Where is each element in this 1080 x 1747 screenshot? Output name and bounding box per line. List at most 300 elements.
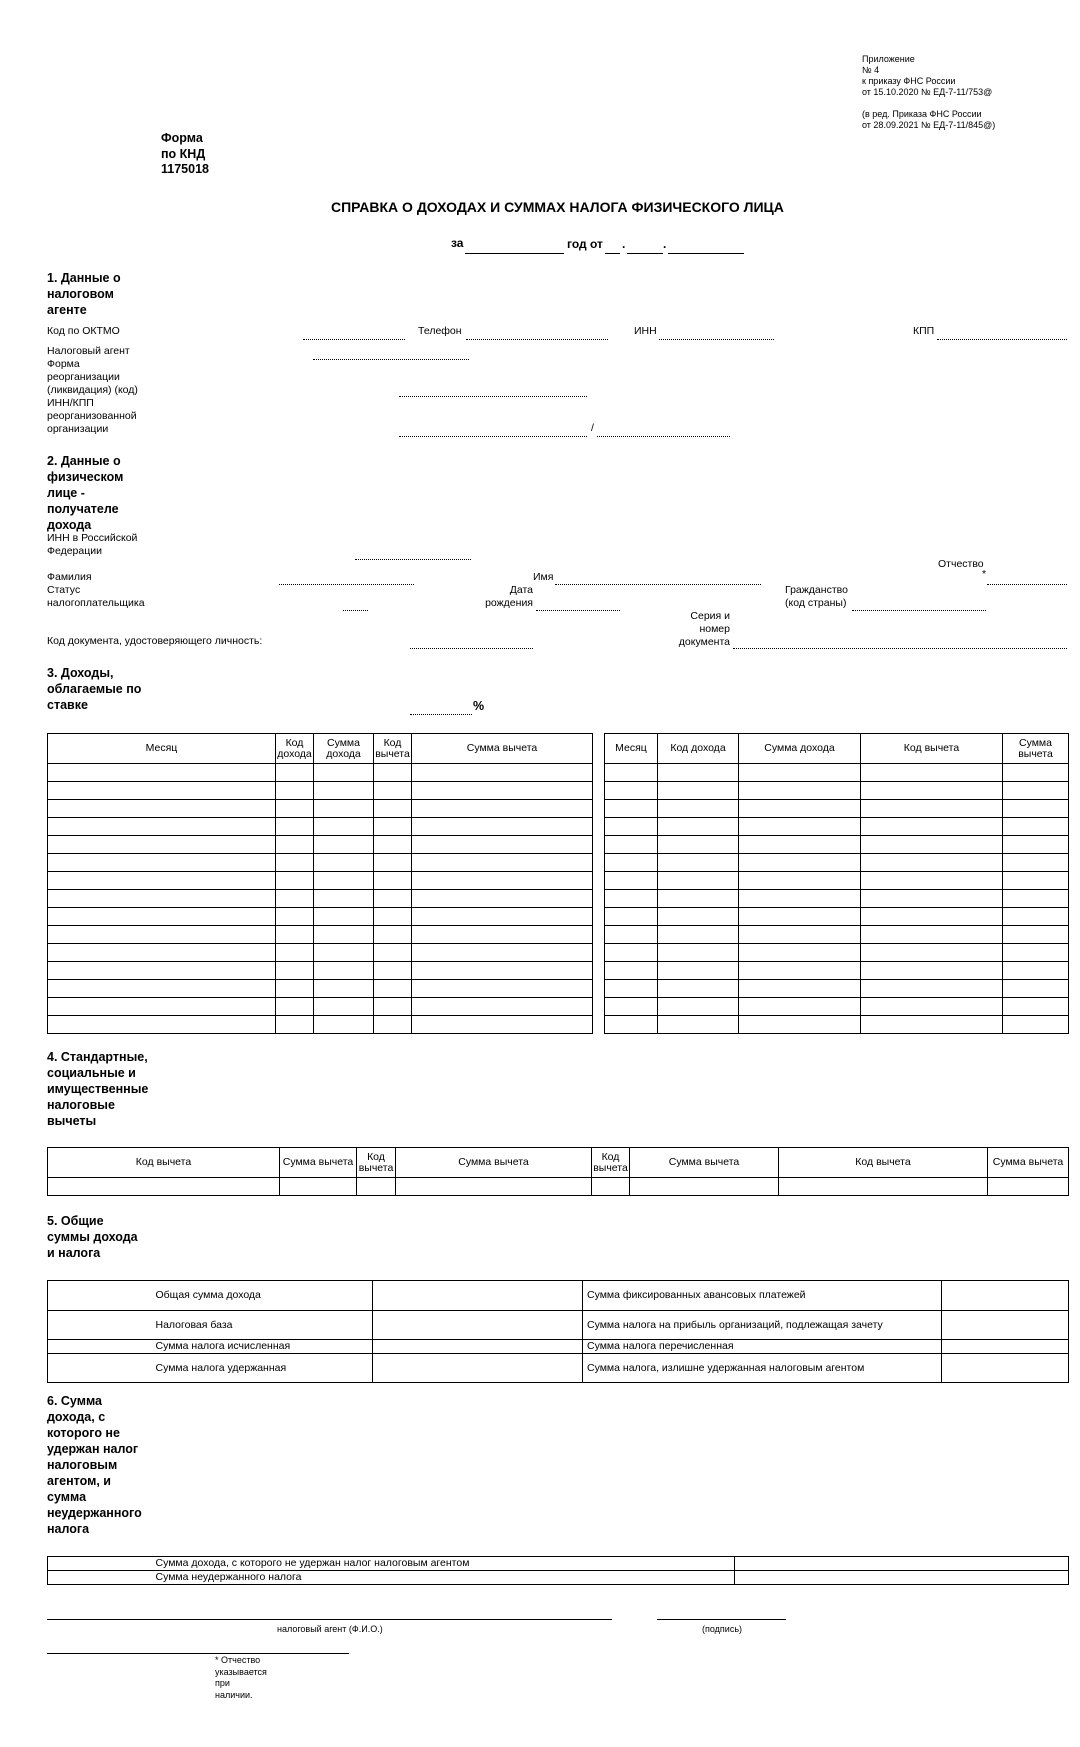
table-cell[interactable] bbox=[48, 926, 276, 944]
table-cell[interactable] bbox=[314, 944, 374, 962]
table-cell[interactable] bbox=[276, 800, 314, 818]
table-row bbox=[605, 818, 1069, 836]
value-cell[interactable] bbox=[942, 1311, 1069, 1340]
table-cell[interactable] bbox=[861, 944, 1003, 962]
value-cell[interactable] bbox=[735, 1557, 1069, 1571]
footnote-divider bbox=[47, 1653, 349, 1654]
kpp-field[interactable] bbox=[937, 339, 1067, 340]
table-cell[interactable] bbox=[374, 1016, 412, 1034]
table-row bbox=[48, 1354, 1069, 1383]
table-cell[interactable] bbox=[276, 782, 314, 800]
table-cell[interactable] bbox=[739, 962, 861, 980]
table-cell[interactable] bbox=[314, 890, 374, 908]
table-cell[interactable] bbox=[48, 782, 276, 800]
appendix-line: от 15.10.2020 № ЕД-7-11/753@ bbox=[862, 87, 993, 97]
table-cell[interactable] bbox=[605, 890, 658, 908]
value-cell[interactable] bbox=[373, 1354, 583, 1383]
table-cell[interactable] bbox=[658, 962, 739, 980]
table-cell[interactable] bbox=[1003, 818, 1069, 836]
table-cell[interactable] bbox=[412, 998, 593, 1016]
table-cell[interactable] bbox=[861, 764, 1003, 782]
table-cell[interactable] bbox=[412, 944, 593, 962]
table-cell[interactable] bbox=[374, 854, 412, 872]
reorg-inn-label: ИНН/КПП реорганизованной организации bbox=[47, 397, 137, 435]
table-cell[interactable] bbox=[314, 962, 374, 980]
agent-fio-caption: налоговый агент (Ф.И.О.) bbox=[277, 1624, 383, 1634]
table-cell[interactable] bbox=[861, 998, 1003, 1016]
value-cell[interactable] bbox=[373, 1281, 583, 1311]
table-row bbox=[48, 782, 593, 800]
table-row bbox=[605, 890, 1069, 908]
table-row bbox=[48, 872, 593, 890]
table-row bbox=[605, 926, 1069, 944]
section2-heading: 2. Данные о физическом лице - получателе дохода bbox=[47, 454, 124, 532]
table-row bbox=[48, 1340, 1069, 1354]
table-row bbox=[48, 926, 593, 944]
row-label: Сумма налога, излишне удержанная налоговым агентом bbox=[583, 1354, 942, 1383]
period-dot-2: . bbox=[663, 237, 667, 251]
col-header: Код вычета bbox=[374, 734, 412, 764]
reorg-form-field[interactable] bbox=[399, 396, 587, 397]
table-cell[interactable] bbox=[658, 854, 739, 872]
doc-series-label: Серия и номер документа bbox=[678, 610, 730, 648]
table-row bbox=[605, 836, 1069, 854]
table-cell[interactable] bbox=[276, 1016, 314, 1034]
table-row bbox=[48, 1557, 1069, 1571]
section4-heading: 4. Стандартные, социальные и имущественные налоговые вычеты bbox=[47, 1050, 149, 1128]
table-cell[interactable] bbox=[861, 818, 1003, 836]
appendix-line: Приложение bbox=[862, 54, 915, 64]
phone-field[interactable] bbox=[466, 339, 608, 340]
table-cell[interactable] bbox=[861, 872, 1003, 890]
table-row bbox=[605, 908, 1069, 926]
col-header: Сумма дохода bbox=[739, 734, 861, 764]
table-cell[interactable] bbox=[280, 1178, 357, 1196]
table-cell[interactable] bbox=[658, 998, 739, 1016]
table-row bbox=[48, 890, 593, 908]
table-cell[interactable] bbox=[314, 908, 374, 926]
table-cell[interactable] bbox=[1003, 872, 1069, 890]
table-cell[interactable] bbox=[276, 854, 314, 872]
col-header: Сумма вычета bbox=[396, 1148, 592, 1178]
table-cell[interactable] bbox=[1003, 926, 1069, 944]
table-cell[interactable] bbox=[314, 1016, 374, 1034]
period-month-field[interactable] bbox=[627, 253, 663, 254]
table-cell[interactable] bbox=[276, 980, 314, 998]
table-cell[interactable] bbox=[276, 836, 314, 854]
row-label: Сумма неудержанного налога bbox=[152, 1571, 735, 1585]
table-cell[interactable] bbox=[861, 782, 1003, 800]
table-cell[interactable] bbox=[1003, 962, 1069, 980]
table-cell[interactable] bbox=[605, 818, 658, 836]
table-cell[interactable] bbox=[412, 764, 593, 782]
table-cell[interactable] bbox=[374, 944, 412, 962]
citizenship-field[interactable] bbox=[852, 610, 986, 611]
table-row bbox=[48, 1016, 593, 1034]
table-cell[interactable] bbox=[412, 872, 593, 890]
table-cell[interactable] bbox=[739, 764, 861, 782]
table-cell[interactable] bbox=[1003, 908, 1069, 926]
value-cell[interactable] bbox=[942, 1340, 1069, 1354]
spacer-cell bbox=[48, 1557, 152, 1571]
table-cell[interactable] bbox=[314, 764, 374, 782]
table-cell[interactable] bbox=[48, 980, 276, 998]
table-cell[interactable] bbox=[1003, 980, 1069, 998]
table-cell[interactable] bbox=[861, 962, 1003, 980]
table-cell[interactable] bbox=[48, 944, 276, 962]
table-cell[interactable] bbox=[861, 980, 1003, 998]
table-cell[interactable] bbox=[1003, 764, 1069, 782]
table-cell[interactable] bbox=[739, 998, 861, 1016]
table-cell[interactable] bbox=[48, 1178, 280, 1196]
table-cell[interactable] bbox=[374, 872, 412, 890]
agent-field[interactable] bbox=[313, 359, 469, 360]
patronymic-footnote-mark: * bbox=[982, 568, 987, 580]
table-cell[interactable] bbox=[374, 962, 412, 980]
table-cell[interactable] bbox=[592, 1178, 630, 1196]
table-cell[interactable] bbox=[658, 926, 739, 944]
status-label: Статус налогоплательщика bbox=[47, 584, 145, 609]
table-cell[interactable] bbox=[48, 962, 276, 980]
row-label: Сумма налога на прибыль организаций, подлежащая зачету bbox=[583, 1311, 942, 1340]
table-row bbox=[48, 1281, 1069, 1311]
table-row bbox=[605, 1016, 1069, 1034]
table-cell[interactable] bbox=[861, 926, 1003, 944]
col-header: Сумма вычета bbox=[988, 1148, 1069, 1178]
table-cell[interactable] bbox=[374, 764, 412, 782]
period-year-label: год bbox=[567, 237, 587, 251]
table-cell[interactable] bbox=[374, 890, 412, 908]
value-cell[interactable] bbox=[942, 1354, 1069, 1383]
table-row bbox=[605, 944, 1069, 962]
table-row bbox=[48, 800, 593, 818]
row-label: Сумма налога перечисленная bbox=[583, 1340, 942, 1354]
table-cell[interactable] bbox=[739, 944, 861, 962]
table-cell[interactable] bbox=[48, 836, 276, 854]
appendix-note bbox=[862, 54, 995, 131]
table-cell[interactable] bbox=[314, 980, 374, 998]
table-cell[interactable] bbox=[605, 872, 658, 890]
row-label: Сумма дохода, с которого не удержан налог налоговым агентом bbox=[152, 1557, 735, 1571]
table-row bbox=[605, 962, 1069, 980]
col-header: Сумма дохода bbox=[314, 734, 374, 764]
table-cell[interactable] bbox=[861, 800, 1003, 818]
table-cell[interactable] bbox=[630, 1178, 779, 1196]
table-cell[interactable] bbox=[314, 872, 374, 890]
table-cell[interactable] bbox=[605, 854, 658, 872]
table-cell[interactable] bbox=[374, 998, 412, 1016]
table-cell[interactable] bbox=[412, 800, 593, 818]
kpp-label: КПП bbox=[913, 325, 935, 337]
table-cell[interactable] bbox=[48, 818, 276, 836]
table-cell[interactable] bbox=[658, 908, 739, 926]
spacer-cell bbox=[48, 1354, 152, 1383]
table-cell[interactable] bbox=[276, 998, 314, 1016]
spacer-cell bbox=[48, 1311, 152, 1340]
table-cell[interactable] bbox=[739, 800, 861, 818]
table-cell[interactable] bbox=[276, 962, 314, 980]
spacer-cell bbox=[48, 1340, 152, 1354]
section6-heading: 6. Сумма дохода, с которого не удержан налог налоговым агентом, и сумма неудержанного налога bbox=[47, 1394, 142, 1536]
oktmo-label: Код по ОКТМО bbox=[47, 325, 120, 337]
page-title: СПРАВКА О ДОХОДАХ И СУММАХ НАЛОГА ФИЗИЧЕСКОГО ЛИЦА bbox=[331, 199, 784, 215]
table-row bbox=[48, 764, 593, 782]
table-cell[interactable] bbox=[658, 980, 739, 998]
reorg-kpp-field[interactable] bbox=[597, 436, 730, 437]
period-day-field[interactable] bbox=[605, 253, 620, 254]
table-cell[interactable] bbox=[658, 872, 739, 890]
table-cell[interactable] bbox=[658, 800, 739, 818]
table-cell[interactable] bbox=[1003, 998, 1069, 1016]
table-cell[interactable] bbox=[739, 818, 861, 836]
table-cell[interactable] bbox=[48, 998, 276, 1016]
appendix-line: (в ред. Приказа ФНС России bbox=[862, 109, 982, 119]
table-row bbox=[48, 818, 593, 836]
reorg-slash: / bbox=[591, 422, 594, 434]
table-cell[interactable] bbox=[374, 782, 412, 800]
table-cell[interactable] bbox=[658, 836, 739, 854]
table-cell[interactable] bbox=[314, 836, 374, 854]
table-cell[interactable] bbox=[314, 800, 374, 818]
table-cell[interactable] bbox=[605, 800, 658, 818]
table-cell[interactable] bbox=[276, 818, 314, 836]
table-cell[interactable] bbox=[314, 998, 374, 1016]
appendix-line: № 4 bbox=[862, 65, 880, 75]
table-cell[interactable] bbox=[396, 1178, 592, 1196]
value-cell[interactable] bbox=[942, 1281, 1069, 1311]
table-cell[interactable] bbox=[412, 908, 593, 926]
table-cell[interactable] bbox=[48, 890, 276, 908]
period-from-label: от bbox=[590, 237, 603, 251]
appendix-line: к приказу ФНС России bbox=[862, 76, 956, 86]
table-cell[interactable] bbox=[48, 1016, 276, 1034]
table-cell[interactable] bbox=[1003, 800, 1069, 818]
table-cell[interactable] bbox=[605, 1016, 658, 1034]
form-code: Форма по КНД 1175018 bbox=[161, 131, 209, 176]
table-cell[interactable] bbox=[412, 1016, 593, 1034]
patronymic-label: Отчество bbox=[938, 558, 984, 570]
table-cell[interactable] bbox=[658, 944, 739, 962]
table-cell[interactable] bbox=[412, 980, 593, 998]
appendix-line bbox=[862, 98, 995, 109]
col-header: Месяц bbox=[48, 734, 276, 764]
table-cell[interactable] bbox=[605, 908, 658, 926]
table-cell[interactable] bbox=[357, 1178, 396, 1196]
table-cell[interactable] bbox=[1003, 836, 1069, 854]
inn-label: ИНН bbox=[634, 325, 657, 337]
inn-field[interactable] bbox=[659, 339, 774, 340]
table-cell[interactable] bbox=[988, 1178, 1069, 1196]
table-cell[interactable] bbox=[374, 926, 412, 944]
table-cell[interactable] bbox=[739, 782, 861, 800]
table-cell[interactable] bbox=[374, 836, 412, 854]
totals-table bbox=[47, 1280, 1069, 1383]
table-cell[interactable] bbox=[412, 782, 593, 800]
table-cell[interactable] bbox=[48, 800, 276, 818]
table-cell[interactable] bbox=[412, 890, 593, 908]
doc-code-field[interactable] bbox=[410, 648, 533, 649]
table-row bbox=[605, 980, 1069, 998]
footnote: * Отчество указывается при наличии. bbox=[215, 1655, 267, 1700]
col-header: Сумма вычета bbox=[630, 1148, 779, 1178]
table-row bbox=[48, 1178, 1069, 1196]
inn-rf-label: ИНН в Российской Федерации bbox=[47, 532, 138, 557]
oktmo-field[interactable] bbox=[303, 339, 405, 340]
col-header: Код вычета bbox=[861, 734, 1003, 764]
table-cell[interactable] bbox=[779, 1178, 988, 1196]
table-cell[interactable] bbox=[1003, 854, 1069, 872]
table-cell[interactable] bbox=[314, 854, 374, 872]
table-cell[interactable] bbox=[658, 818, 739, 836]
spacer-cell bbox=[48, 1281, 152, 1311]
table-cell[interactable] bbox=[605, 980, 658, 998]
col-header: Сумма вычета bbox=[1003, 734, 1069, 764]
table-cell[interactable] bbox=[605, 998, 658, 1016]
birth-field[interactable] bbox=[536, 610, 620, 611]
section1-heading: 1. Данные о налоговом агенте bbox=[47, 271, 121, 317]
table-cell[interactable] bbox=[861, 1016, 1003, 1034]
period-end-year-field[interactable] bbox=[668, 253, 744, 254]
table-cell[interactable] bbox=[276, 908, 314, 926]
signature-caption: (подпись) bbox=[702, 1624, 743, 1634]
period-year-field[interactable] bbox=[465, 253, 564, 254]
table-cell[interactable] bbox=[861, 854, 1003, 872]
table-row bbox=[48, 944, 593, 962]
spacer-cell bbox=[48, 1571, 152, 1585]
birth-label: Дата рождения bbox=[485, 584, 533, 609]
reorg-inn-field[interactable] bbox=[399, 436, 587, 437]
agent-fio-line[interactable] bbox=[47, 1619, 612, 1620]
patronymic-field[interactable] bbox=[987, 584, 1067, 585]
table-cell[interactable] bbox=[861, 836, 1003, 854]
table-cell[interactable] bbox=[412, 836, 593, 854]
citizenship-label: Гражданство (код страны) bbox=[785, 584, 848, 609]
table-cell[interactable] bbox=[314, 926, 374, 944]
col-header: Сумма вычета bbox=[280, 1148, 357, 1178]
table-cell[interactable] bbox=[861, 890, 1003, 908]
table-row bbox=[48, 908, 593, 926]
table-cell[interactable] bbox=[739, 980, 861, 998]
surname-field[interactable] bbox=[279, 584, 414, 585]
unwithheld-table bbox=[47, 1556, 1069, 1585]
value-cell[interactable] bbox=[373, 1340, 583, 1354]
income-table-left bbox=[47, 733, 593, 1034]
table-cell[interactable] bbox=[412, 926, 593, 944]
table-cell[interactable] bbox=[861, 908, 1003, 926]
table-cell[interactable] bbox=[276, 926, 314, 944]
col-header: Код дохода bbox=[658, 734, 739, 764]
table-cell[interactable] bbox=[1003, 944, 1069, 962]
table-cell[interactable] bbox=[739, 854, 861, 872]
table-cell[interactable] bbox=[658, 890, 739, 908]
name-label: Имя bbox=[533, 571, 554, 583]
table-row bbox=[605, 782, 1069, 800]
col-header: Код дохода bbox=[276, 734, 314, 764]
table-cell[interactable] bbox=[739, 1016, 861, 1034]
table-cell[interactable] bbox=[412, 818, 593, 836]
table-cell[interactable] bbox=[48, 908, 276, 926]
status-field[interactable] bbox=[343, 610, 368, 611]
table-cell[interactable] bbox=[739, 890, 861, 908]
table-cell[interactable] bbox=[739, 872, 861, 890]
table-cell[interactable] bbox=[658, 782, 739, 800]
value-cell[interactable] bbox=[373, 1311, 583, 1340]
table-row bbox=[605, 764, 1069, 782]
period-dot-1: . bbox=[622, 237, 626, 251]
table-cell[interactable] bbox=[605, 962, 658, 980]
col-header: Код вычета bbox=[592, 1148, 630, 1178]
table-cell[interactable] bbox=[1003, 782, 1069, 800]
table-cell[interactable] bbox=[739, 926, 861, 944]
table-row bbox=[48, 1311, 1069, 1340]
table-cell[interactable] bbox=[48, 854, 276, 872]
table-row bbox=[48, 836, 593, 854]
col-header: Код вычета bbox=[48, 1148, 280, 1178]
table-cell[interactable] bbox=[374, 818, 412, 836]
table-cell[interactable] bbox=[605, 836, 658, 854]
table-cell[interactable] bbox=[48, 764, 276, 782]
section3-heading: 3. Доходы, облагаемые по ставке bbox=[47, 666, 142, 712]
table-row bbox=[48, 1571, 1069, 1585]
table-cell[interactable] bbox=[605, 944, 658, 962]
row-label: Сумма налога исчисленная bbox=[152, 1340, 373, 1354]
phone-label: Телефон bbox=[418, 325, 462, 337]
table-cell[interactable] bbox=[605, 764, 658, 782]
table-cell[interactable] bbox=[739, 908, 861, 926]
table-cell[interactable] bbox=[314, 782, 374, 800]
table-row bbox=[605, 800, 1069, 818]
table-cell[interactable] bbox=[739, 836, 861, 854]
rate-field[interactable] bbox=[410, 714, 472, 715]
table-cell[interactable] bbox=[412, 854, 593, 872]
table-cell[interactable] bbox=[412, 962, 593, 980]
table-cell[interactable] bbox=[276, 764, 314, 782]
col-header: Сумма вычета bbox=[412, 734, 593, 764]
value-cell[interactable] bbox=[735, 1571, 1069, 1585]
table-cell[interactable] bbox=[658, 764, 739, 782]
table-cell[interactable] bbox=[658, 1016, 739, 1034]
table-cell[interactable] bbox=[374, 908, 412, 926]
table-cell[interactable] bbox=[374, 980, 412, 998]
reorg-form-label: Форма реорганизации (ликвидация) (код) bbox=[47, 358, 138, 396]
table-cell[interactable] bbox=[276, 944, 314, 962]
table-cell[interactable] bbox=[1003, 890, 1069, 908]
col-header: Код вычета bbox=[357, 1148, 396, 1178]
percent-sign: % bbox=[473, 699, 485, 713]
table-cell[interactable] bbox=[605, 782, 658, 800]
income-table-right bbox=[604, 733, 1069, 1034]
appendix-line: от 28.09.2021 № ЕД-7-11/845@) bbox=[862, 120, 996, 130]
table-cell[interactable] bbox=[1003, 1016, 1069, 1034]
table-cell[interactable] bbox=[374, 800, 412, 818]
table-cell[interactable] bbox=[276, 890, 314, 908]
table-row bbox=[605, 998, 1069, 1016]
signature-line[interactable] bbox=[657, 1619, 786, 1620]
inn-rf-field[interactable] bbox=[355, 559, 471, 560]
doc-series-field[interactable] bbox=[733, 648, 1067, 649]
row-label: Сумма фиксированных авансовых платежей bbox=[583, 1281, 942, 1311]
table-cell[interactable] bbox=[314, 818, 374, 836]
table-cell[interactable] bbox=[48, 872, 276, 890]
section5-heading: 5. Общие суммы дохода и налога bbox=[47, 1214, 138, 1260]
name-field[interactable] bbox=[555, 584, 761, 585]
col-header: Месяц bbox=[605, 734, 658, 764]
table-row bbox=[605, 872, 1069, 890]
table-cell[interactable] bbox=[605, 926, 658, 944]
deductions-table bbox=[47, 1147, 1069, 1196]
table-row bbox=[48, 962, 593, 980]
table-cell[interactable] bbox=[276, 872, 314, 890]
